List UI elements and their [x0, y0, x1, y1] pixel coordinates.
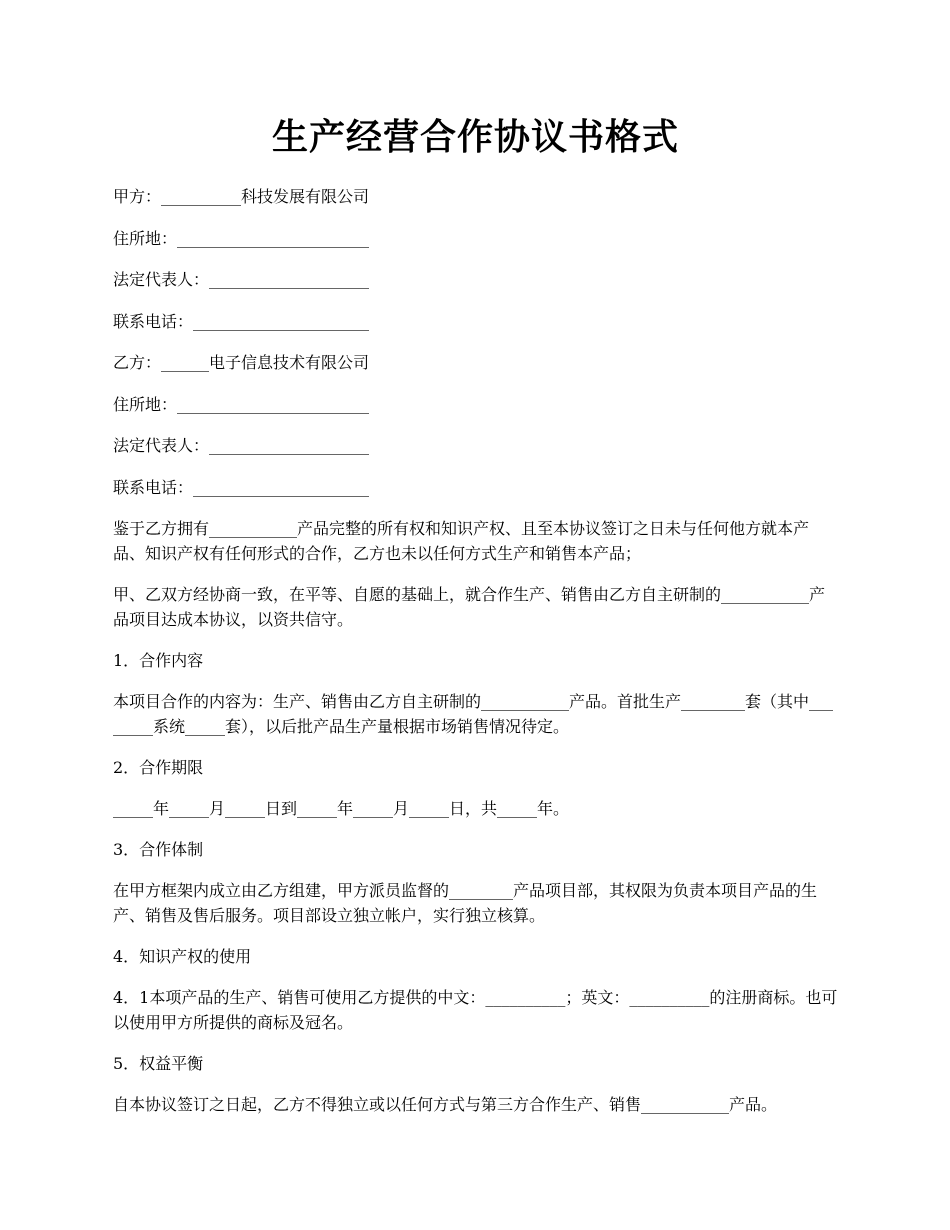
party-a-representative: 法定代表人：____________________	[113, 270, 370, 289]
party-a-name: 甲方：__________科技发展有限公司	[113, 187, 370, 206]
agreement-paragraph: 甲、乙双方经协商一致，在平等、自愿的基础上，就合作生产、销售由乙方自主研制的___________产品项目达成本协议，以资共信守。	[113, 585, 826, 629]
section-heading-1: 1．合作内容	[113, 651, 204, 670]
party-b-phone: 联系电话：______________________	[113, 477, 370, 497]
section-body-5: 自本协议签订之日起，乙方不得独立或以任何方式与第三方合作生产、销售___________产品。	[113, 1095, 778, 1114]
section-body-4: 4．1本项产品的生产、销售可使用乙方提供的中文：__________；英文：__________的注册商标。也可以使用甲方所提供的商标及冠名。	[113, 988, 838, 1032]
document-title: 生产经营合作协议书格式	[271, 116, 679, 158]
recital-paragraph: 鉴于乙方拥有___________产品完整的所有权和知识产权、且至本协议签订之日未与任何他方就本产品、知识产权有任何形式的合作，乙方也未以任何方式生产和销售本产品；	[113, 519, 810, 563]
party-b-address: 住所地：________________________	[113, 394, 370, 414]
party-a-phone: 联系电话：______________________	[113, 311, 370, 331]
section-heading-2: 2．合作期限	[113, 758, 204, 777]
party-b-name: 乙方：______电子信息技术有限公司	[113, 353, 370, 372]
section-body-3: 在甲方框架内成立由乙方组建，甲方派员监督的________产品项目部，其权限为负责本项目产品的生产、销售及售后服务。项目部设立独立帐户，实行独立核算。	[113, 881, 818, 925]
party-a-address: 住所地：________________________	[113, 228, 370, 248]
section-body-1: 本项目合作的内容为：生产、销售由乙方自主研制的___________产品。首批生产________套（其中________系统_____套），以后批产品生产量根据市场销售情况待定。	[113, 692, 834, 736]
section-body-2: _____年_____月_____日到_____年_____月_____日，共_____年。	[113, 799, 570, 818]
section-heading-3: 3．合作体制	[113, 840, 204, 859]
section-heading-5: 5．权益平衡	[113, 1054, 204, 1073]
party-b-representative: 法定代表人：____________________	[113, 436, 370, 455]
section-heading-4: 4．知识产权的使用	[113, 947, 252, 966]
